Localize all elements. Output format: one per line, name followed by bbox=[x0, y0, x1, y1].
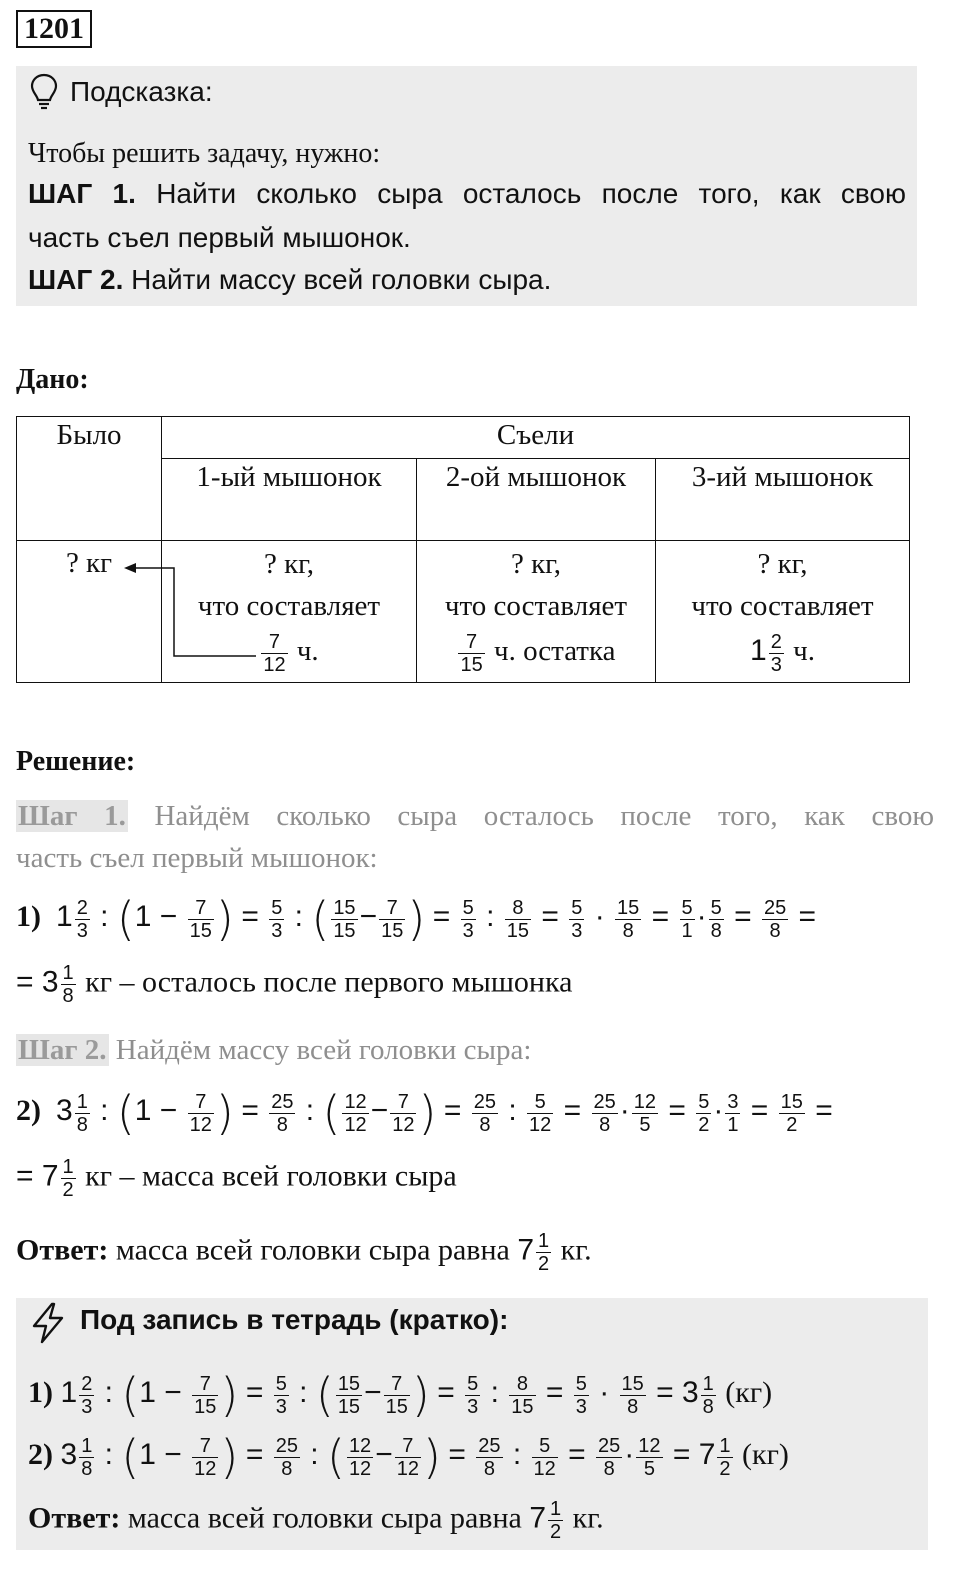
equation-1-result: = 3 $\frac{1}{8}$ кг – осталось после первого мышонка bbox=[16, 962, 573, 1007]
arrow-head-icon bbox=[124, 563, 136, 573]
equation-2: 2) 3 $\frac{1}{8}$ : (1 − $\frac{7}{12}$ ) = $\frac{25}{8}$ : ( $\frac{12}{12}$ − $\frac{7}{12}$ ) = $\frac{25}{8}$ : $\frac{5}{12}$ = $\frac{25}{8}$ · $\frac{12}{5}$ = $\frac{5}{2}$ · $\frac{3}{1}$ = $\frac{15}{2}$ = bbox=[16, 1086, 833, 1140]
cell-mouse3 bbox=[656, 541, 910, 683]
cell-mouse2 bbox=[417, 541, 656, 683]
summary-answer: Ответ: масса всей головки сыра равна 7 $\frac{1}{2}$ кг. bbox=[28, 1498, 604, 1543]
hint-title: Подсказка: bbox=[70, 76, 213, 107]
m3-what: что составляет bbox=[691, 590, 874, 622]
header-eaten: Съели bbox=[162, 417, 910, 459]
solution-step1-text-b: часть съел первый мышонок: bbox=[16, 842, 378, 874]
m1-q: ? кг, bbox=[263, 548, 315, 580]
summary-title: Под запись в тетрадь (кратко): bbox=[80, 1304, 509, 1335]
lightning-icon bbox=[28, 1302, 68, 1344]
arrow-connector bbox=[118, 556, 258, 660]
equation-2-result: = 7 $\frac{1}{2}$ кг – масса всей головки сыра bbox=[16, 1156, 457, 1201]
hint-step1-label: ШАГ 1. bbox=[28, 178, 136, 209]
m2-q: ? кг, bbox=[510, 548, 562, 580]
header-mouse1: 1-ый мышонок bbox=[162, 459, 417, 541]
summary-answer-label: Ответ: bbox=[28, 1501, 121, 1535]
header-mouse3: 3-ий мышонок bbox=[656, 459, 910, 541]
answer-label: Ответ: bbox=[16, 1233, 109, 1267]
hint-step1-text-a: Найти сколько сыра осталось после того, как свою bbox=[156, 178, 907, 209]
solution-step1-line-a bbox=[16, 800, 934, 833]
answer-text: масса всей головки сыра равна bbox=[115, 1233, 510, 1267]
hint-step2-line bbox=[28, 264, 551, 296]
given-title: Дано: bbox=[16, 364, 89, 395]
lightbulb-icon bbox=[28, 72, 60, 112]
fraction: $\frac{2}{3}$ bbox=[770, 630, 782, 676]
solution-title: Решение: bbox=[16, 746, 136, 777]
header-mouse2: 2-ой мышонок bbox=[417, 459, 656, 541]
hint-step1-line-a bbox=[28, 178, 906, 210]
solution-step2-line bbox=[16, 1034, 531, 1067]
m2-part: $\frac{7}{15}$ ч. остатка bbox=[460, 630, 616, 676]
fraction: $\frac{7}{12}$ bbox=[263, 630, 286, 676]
hint-step2-text: Найти массу всей головки сыра. bbox=[131, 264, 552, 295]
header-was: Было bbox=[17, 417, 162, 541]
hint-step2-label: ШАГ 2. bbox=[28, 264, 124, 295]
answer: Ответ: масса всей головки сыра равна 7 $\frac{1}{2}$ кг. bbox=[16, 1230, 592, 1275]
solution-step2-label: Шаг 2. bbox=[18, 1034, 107, 1066]
hint-step1-text-b: часть съел первый мышонок. bbox=[28, 222, 411, 253]
m3-part: 1 $\frac{2}{3}$ ч. bbox=[750, 630, 815, 676]
fraction: $\frac{7}{15}$ bbox=[460, 630, 483, 676]
solution-step2-text: Найдём массу всей головки сыра: bbox=[115, 1034, 532, 1066]
hint-intro: Чтобы решить задачу, нужно: bbox=[28, 138, 381, 169]
summary-equation-1: 1) 1 $\frac{2}{3}$ : (1 − $\frac{7}{15}$ ) = $\frac{5}{3}$ : ( $\frac{15}{15}$ − $\frac{7}{15}$ ) = $\frac{5}{3}$ : $\frac{8}{15}$ = $\frac{5}{3}$ · $\frac{15}{8}$ = 3 $\frac{1}{8}$ (кг) bbox=[28, 1368, 773, 1422]
m2-what: что составляет bbox=[444, 590, 628, 622]
summary-equation-2: 2) 3 $\frac{1}{8}$ : (1 − $\frac{7}{12}$ ) = $\frac{25}{8}$ : ( $\frac{12}{12}$ − $\frac{7}{12}$ ) = $\frac{25}{8}$ : $\frac{5}{12}$ = $\frac{25}{8}$ · $\frac{12}{5}$ = 7 $\frac{1}{2}$ (кг) bbox=[28, 1430, 789, 1484]
m1-part: $\frac{7}{12}$ ч. bbox=[263, 630, 319, 676]
solution-step1-label: Шаг 1. bbox=[18, 800, 126, 832]
was-value: ? кг bbox=[65, 547, 113, 579]
solution-step1-text-a: Найдём сколько сыра осталось после того, как свою bbox=[154, 800, 935, 832]
m1-what: что составляет bbox=[197, 590, 381, 622]
problem-number: 1201 bbox=[16, 10, 92, 48]
equation-1: 1) 1 $\frac{2}{3}$ : (1 − $\frac{7}{15}$ ) = $\frac{5}{3}$ : ( $\frac{15}{15}$ − $\frac{7}{15}$ ) = $\frac{5}{3}$ : $\frac{8}{15}$ = $\frac{5}{3}$ · $\frac{15}{8}$ = $\frac{5}{1}$ · $\frac{5}{8}$ = $\frac{25}{8}$ = bbox=[16, 892, 817, 946]
m3-q: ? кг, bbox=[757, 548, 808, 580]
summary-answer-text: масса всей головки сыра равна bbox=[127, 1501, 522, 1535]
